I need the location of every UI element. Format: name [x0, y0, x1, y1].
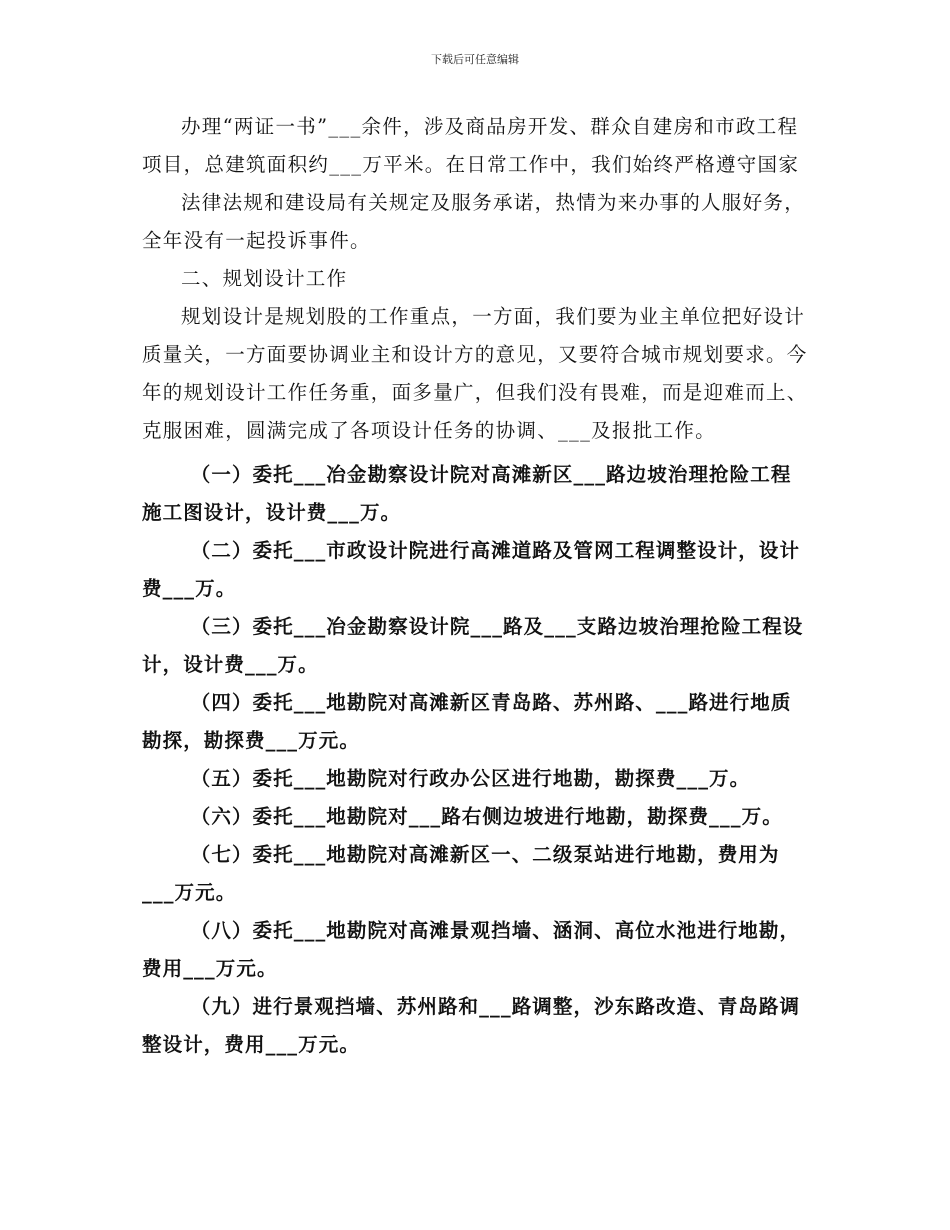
task-item: （五）委托___地勘院对行政办公区进行地勘，勘探费___万。	[190, 767, 751, 790]
task-item: （四）委托___地勘院对高滩新区青岛路、苏州路、___路进行地质勘探，勘探费___万元。	[142, 691, 792, 752]
task-item: （七）委托___地勘院对高滩新区一、二级泵站进行地勘，费用为___万元。	[142, 843, 780, 904]
task-item: （六）委托___地勘院对___路右侧边坡进行地勘，勘探费___万。	[190, 805, 783, 828]
task-item: （三）委托___冶金勘察设计院___路及___支路边坡治理抢险工程设计，设计费___万。	[142, 615, 804, 676]
task-list	[142, 456, 812, 1064]
task-item: （一）委托___冶金勘察设计院对高滩新区___路边坡治理抢险工程施工图设计，设计费___万。	[142, 463, 792, 524]
task-item: （九）进行景观挡墙、苏州路和___路调整，沙东路改造、青岛路调整设计，费用___万元。	[142, 995, 801, 1056]
paragraph-planning-design-intro: 规划设计是规划股的工作重点，一方面，我们要为业主单位把好设计质量关，一方面要协调业主和设计方的意见，又要符合城市规划要求。今年的规划设计工作任务重，面多量广，但我们没有畏难，而是迎难而上、克服困难，圆满完成了各项设计任务的协调、___及报批工作。	[142, 305, 808, 442]
paragraph-service-commitment: 法律法规和建设局有关规定及服务承诺，热情为来办事的人服好务，全年没有一起投诉事件。	[142, 191, 806, 252]
document-body	[142, 108, 812, 1064]
paragraph-approval-stats: 办理“两证一书”___余件，涉及商品房开发、群众自建房和市政工程项目，总建筑面积约___万平米。在日常工作中，我们始终严格遵守国家	[142, 115, 800, 176]
task-item: （八）委托___地勘院对高滩景观挡墙、涵洞、高位水池进行地勘，费用___万元。	[142, 919, 801, 980]
section-heading-planning-design: 二、规划设计工作	[181, 267, 348, 290]
page-header: 下载后可任意编辑	[431, 53, 519, 66]
task-item: （二）委托___市政设计院进行高滩道路及管网工程调整设计，设计费___万。	[142, 539, 801, 600]
